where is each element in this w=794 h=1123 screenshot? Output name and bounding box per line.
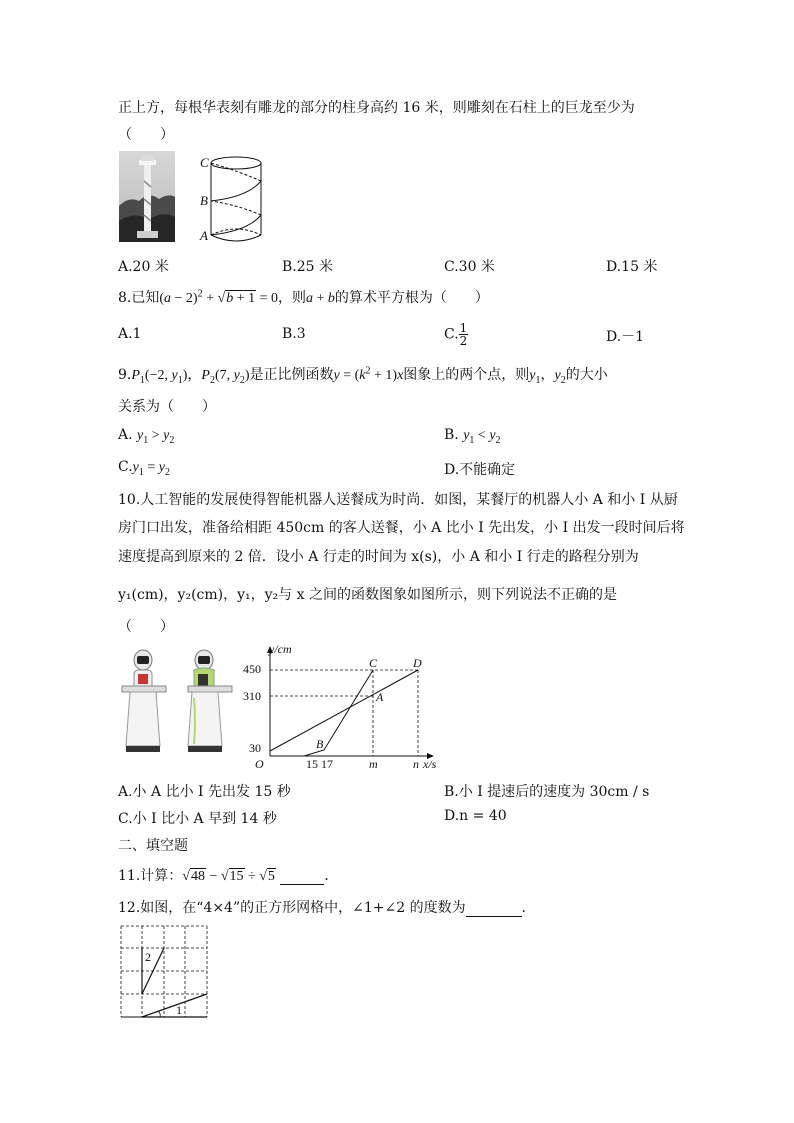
- q10-line1: 10.人工智能的发展使得智能机器人送餐成为时尚．如图，某餐厅的机器人小 A 和小 I 从厨: [118, 492, 678, 508]
- huabiao-photo: [119, 151, 175, 242]
- origin-label: O: [255, 757, 264, 771]
- y-tick-310: 310: [243, 689, 261, 703]
- q9-option-b: B. $y_1 < y_2$: [444, 427, 501, 446]
- point-a: A: [376, 690, 384, 704]
- line-y1: [270, 670, 418, 751]
- q7-line1: 正上方，每根华表刻有雕龙的部分的柱身高约 16 米，则雕刻在石柱上的巨龙至少为: [118, 100, 635, 116]
- q8-line: 8.已知$(a - 2)^2 + √b + 1 = 0$，则a + b的算术平方根为（ ）: [118, 288, 489, 306]
- robot-a: [122, 650, 166, 752]
- q11-answer-blank[interactable]: [280, 868, 324, 885]
- robot-i: [188, 650, 232, 752]
- q11-line: 11.计算：√48 − √15 ÷ √5 ．: [118, 868, 339, 884]
- q8-option-a: A.1: [118, 326, 142, 342]
- q7-paren: （ ）: [118, 127, 174, 143]
- grid-figure: [120, 924, 210, 1020]
- q10-option-c: C.小 I 比小 A 早到 14 秒: [118, 811, 277, 827]
- section-title-fill-blank: 二、填空题: [118, 838, 188, 854]
- distance-time-graph: [240, 640, 440, 774]
- q9-option-c: $C.y_1 = y_2$: [118, 459, 171, 478]
- q7-option-d: D.15 米: [606, 259, 658, 275]
- q8-pre: 已知: [131, 290, 160, 306]
- q9-line2: 关系为（ ）: [118, 399, 216, 415]
- q10-option-d: D.n = 40: [444, 808, 507, 824]
- y-tick-30: 30: [249, 741, 261, 755]
- q10-paren: （ ）: [118, 619, 174, 635]
- graph-xlabel: x/s: [423, 757, 437, 771]
- q7-option-c: C.30 米: [444, 259, 495, 275]
- q10-line3: 速度提高到原来的 2 倍．设小 A 行走的时间为 x(s)，小 A 和小 I 行走的路程分别为: [118, 549, 639, 565]
- q8-post: ，则: [278, 290, 306, 306]
- q9-line1: $9.P_1(-2$, $y_1$)，$P_2(7$, $y_2$)是正比例函数$y = (k^2 + 1)x$图象上的两个点，则$y_1$，$y_2$的大小: [118, 365, 608, 386]
- point-d: D: [413, 656, 422, 670]
- angle-2-label: 2: [145, 950, 151, 964]
- q9-option-a: A. $y_1 > y_2$: [118, 427, 175, 446]
- q7-option-a: A.20 米: [118, 259, 169, 275]
- q8-option-b: B.3: [282, 326, 306, 342]
- x-tick-n: n: [413, 757, 419, 771]
- x-tick-m: m: [369, 757, 378, 771]
- q10-line4: y₁(cm)，y₂(cm)，y₁，y₂与 x 之间的函数图象如图所示，则下列说法不正确的是: [118, 587, 617, 603]
- y-tick-450: 450: [243, 662, 261, 676]
- q8-number: 8.: [118, 290, 132, 306]
- angle-1-label: 1: [176, 1003, 182, 1017]
- label-b: B: [200, 193, 208, 208]
- label-a: A: [200, 228, 208, 243]
- q12-answer-blank[interactable]: [466, 900, 522, 917]
- x-tick-15-17: 15 17: [306, 757, 333, 771]
- q8-post2: 的算术平方根为（ ）: [334, 290, 489, 306]
- q9-option-d: D.不能确定: [444, 462, 516, 478]
- q8-option-d: D.－1: [606, 329, 645, 345]
- robots-illustration: [116, 648, 240, 756]
- q7-option-b: B.25 米: [282, 259, 334, 275]
- point-b: B: [316, 737, 324, 751]
- angle1-slant: [142, 994, 207, 1017]
- q10-line2: 房门口出发，准备给相距 450cm 的客人送餐，小 A 比小 I 先出发，小 I 出发一段时间后将: [118, 520, 685, 536]
- point-c: C: [369, 656, 378, 670]
- q10-option-b: B.小 I 提速后的速度为 30cm / s: [444, 784, 650, 800]
- q10-option-a: A.小 A 比小 I 先出发 15 秒: [118, 784, 291, 800]
- q12-line: 12.如图，在“4×4”的正方形网格中，∠1+∠2 的度数为 ．: [118, 900, 536, 916]
- q8-option-c: C. $\frac{1}{2}$: [444, 321, 468, 348]
- graph-ylabel: y/cm: [269, 642, 292, 656]
- label-c: C: [200, 155, 209, 170]
- angle1-arc: [158, 1011, 160, 1017]
